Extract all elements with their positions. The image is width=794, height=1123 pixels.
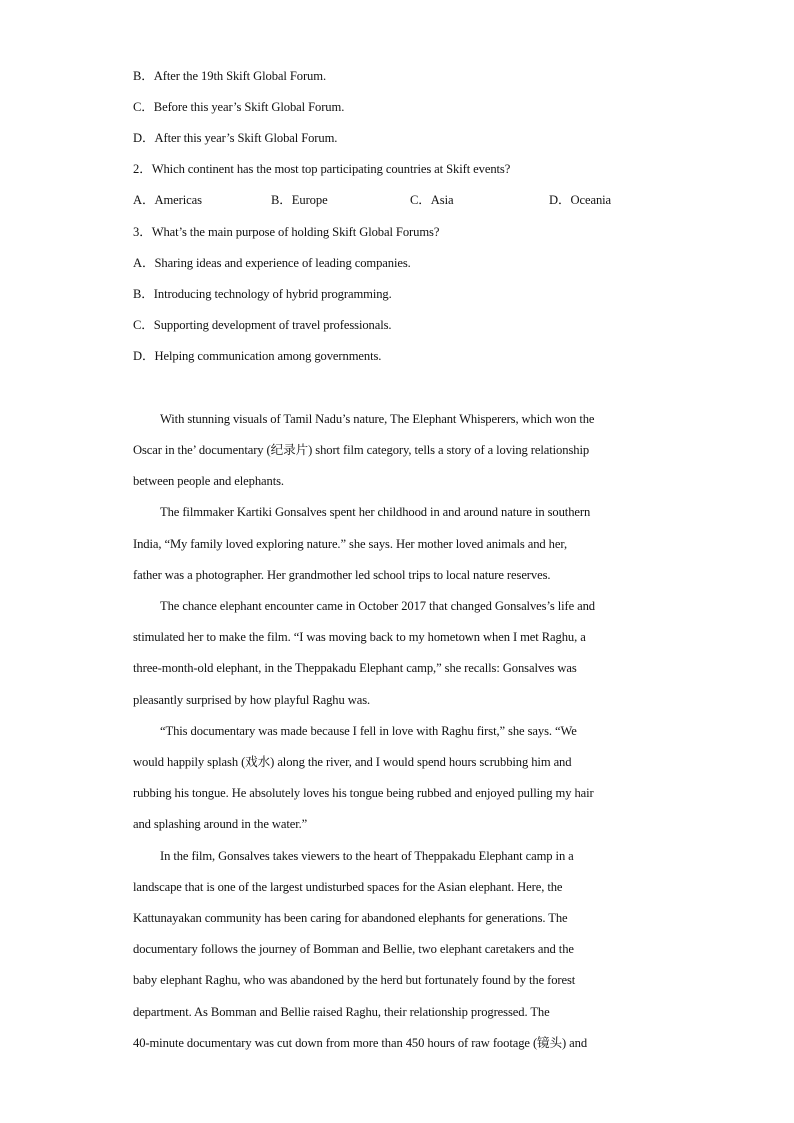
q3-option-c: C．Supporting development of travel professionals. <box>133 318 392 332</box>
passage-line: between people and elephants. <box>133 474 284 488</box>
passage-line: “This documentary was made because I fell in love with Raghu first,” she says. “We <box>160 724 577 738</box>
passage-line: department. As Bomman and Bellie raised Raghu, their relationship progressed. The <box>133 1005 550 1019</box>
passage-line: Oscar in the’ documentary (纪录片) short film category, tells a story of a loving relationship <box>133 443 590 457</box>
q2-options-row <box>0 192 794 208</box>
passage-line: three-month-old elephant, in the Theppakadu Elephant camp,” she recalls: Gonsalves was <box>133 661 577 675</box>
passage-line: 40-minute documentary was cut down from more than 450 hours of raw footage (镜头) and <box>133 1036 588 1050</box>
q3-option-a: A．Sharing ideas and experience of leading companies. <box>133 256 411 270</box>
q1-option-b: B．After the 19th Skift Global Forum. <box>133 69 326 83</box>
passage-line: In the film, Gonsalves takes viewers to the heart of Theppakadu Elephant camp in a <box>160 849 574 863</box>
passage-line: father was a photographer. Her grandmother led school trips to local nature reserves. <box>133 568 551 582</box>
passage-line: baby elephant Raghu, who was abandoned by the herd but fortunately found by the forest <box>133 973 576 987</box>
q2-option-a: A．Americas <box>133 193 202 207</box>
passage-line: The chance elephant encounter came in October 2017 that changed Gonsalves’s life and <box>160 599 596 613</box>
passage-line: With stunning visuals of Tamil Nadu’s nature, The Elephant Whisperers, which won the <box>160 412 595 426</box>
passage-line: documentary follows the journey of Bomman and Bellie, two elephant caretakers and the <box>133 942 574 956</box>
passage-line: and splashing around in the water.” <box>133 817 308 831</box>
q2-stem: 2．Which continent has the most top participating countries at Skift events? <box>133 162 511 176</box>
q1-option-d: D．After this year’s Skift Global Forum. <box>133 131 338 145</box>
q3-option-d: D．Helping communication among governments. <box>133 349 382 363</box>
passage-line: pleasantly surprised by how playful Raghu was. <box>133 693 371 707</box>
passage-line: stimulated her to make the film. “I was moving back to my hometown when I met Raghu, a <box>133 630 586 644</box>
q2-option-d: D．Oceania <box>549 193 612 207</box>
q3-stem: 3．What’s the main purpose of holding Skift Global Forums? <box>133 225 440 239</box>
q2-option-c: C．Asia <box>410 193 454 207</box>
q1-option-c: C．Before this year’s Skift Global Forum. <box>133 100 345 114</box>
passage-line: landscape that is one of the largest undisturbed spaces for the Asian elephant. Here, the <box>133 880 563 894</box>
passage-line: Kattunayakan community has been caring for abandoned elephants for generations. The <box>133 911 568 925</box>
q2-option-b: B．Europe <box>271 193 328 207</box>
passage-line: rubbing his tongue. He absolutely loves his tongue being rubbed and enjoyed pulling my hair <box>133 786 594 800</box>
q3-option-b: B．Introducing technology of hybrid programming. <box>133 287 392 301</box>
passage-line: The filmmaker Kartiki Gonsalves spent her childhood in and around nature in southern <box>160 505 591 519</box>
passage-line: would happily splash (戏水) along the river, and I would spend hours scrubbing him and <box>133 755 572 769</box>
passage-line: India, “My family loved exploring nature.” she says. Her mother loved animals and her, <box>133 537 567 551</box>
